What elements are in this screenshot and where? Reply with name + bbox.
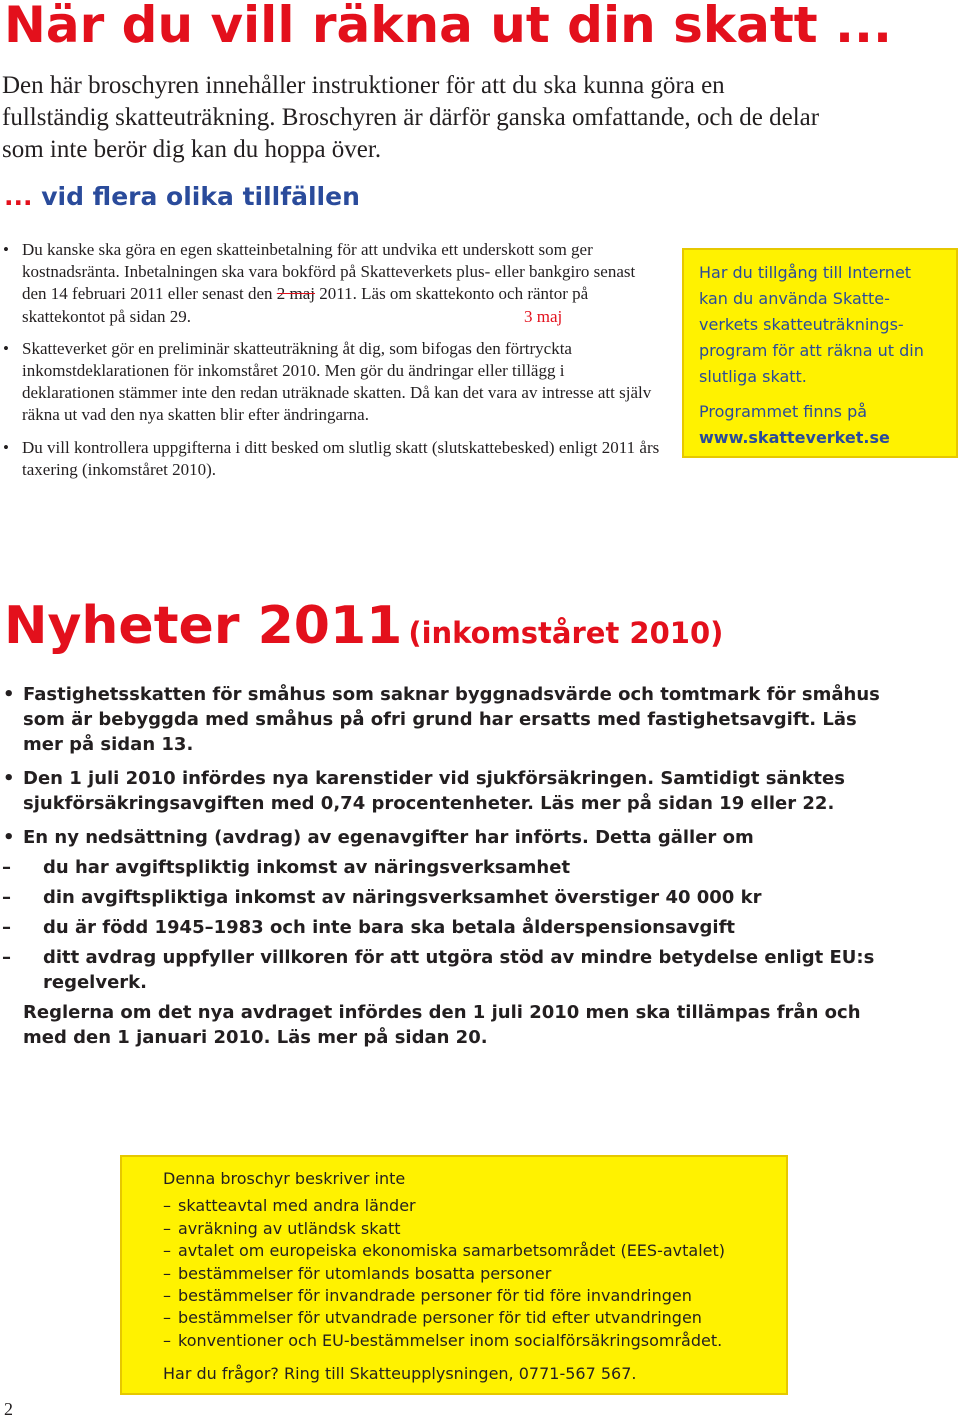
page-title: När du vill räkna ut din skatt ...	[4, 0, 893, 54]
rules-note: Reglerna om det nya avdraget infördes den 1 juli 2010 men ska tillämpas från och med den 1 januari 2010. Läs mer på sidan 20.	[23, 1002, 861, 1048]
internet-info-text: Har du tillgång till Internet kan du använda Skatte-verkets skatteuträknings-program för att räkna ut din slutliga skatt.	[699, 263, 924, 386]
list-item	[0, 766, 900, 816]
contact-question: Har du frågor? Ring till Skatteupplysningen, 0771-567 567.	[163, 1364, 637, 1384]
scope-item-text: bestämmelser för utvandrade personer för tid efter utvandringen	[178, 1308, 702, 1328]
occasion-text-2: Skatteverket gör en preliminär skatteuträkning åt dig, som bifogas den förtryckta inkomstdeklarationen för inkomståret 2010. Men gör du ändringar eller tillägg i deklarationen stämmer inte den redan uträknade skatten. Då kan det vara av intresse att själv räkna ut vad den nya skatten blir efter ändringarna.	[22, 338, 652, 425]
scope-info-box	[120, 1155, 788, 1395]
occasions-heading-text: vid flera olika tillfällen	[32, 182, 360, 211]
dash-icon: –	[2, 917, 11, 938]
dash-icon: –	[163, 1330, 171, 1350]
scope-item-text: bestämmelser för utomlands bosatta personer	[178, 1263, 552, 1283]
scope-item	[163, 1285, 776, 1307]
occasions-list	[0, 239, 660, 491]
intro-paragraph: Den här broschyren innehåller instruktioner för att du ska kunna göra en fullständig skatteuträkning. Broschyren är därför ganska omfattande, och de delar som inte berör dig kan du hoppa över.	[2, 72, 820, 163]
struck-date: 2 maj	[276, 284, 316, 304]
news-heading	[4, 596, 723, 656]
condition-text: ditt avdrag uppfyller villkoren för att utgöra stöd av mindre betydelse enligt EU:s regelverk.	[43, 947, 875, 993]
condition-text: du är född 1945–1983 och inte bara ska betala ålderspensionsavgift	[43, 917, 736, 938]
scope-item-text: avtalet om europeiska ekonomiska samarbetsområdet (EES-avtalet)	[178, 1241, 725, 1261]
bullet-icon: •	[3, 437, 9, 457]
news-text-2: Den 1 juli 2010 infördes nya karenstider vid sjukförsäkringen. Samtidigt sänktes sjukförsäkringsavgiften med 0,74 procentenheter. Läs mer på sidan 19 eller 22.	[23, 768, 845, 814]
occasions-heading	[4, 180, 360, 214]
program-location-text: Programmet finns på	[699, 402, 868, 421]
dash-icon: –	[163, 1286, 171, 1306]
scope-item-text: skatteavtal med andra länder	[178, 1196, 416, 1216]
list-item	[0, 338, 660, 427]
condition-item	[0, 945, 900, 995]
condition-item	[0, 885, 900, 910]
heading-ellipsis: ...	[4, 182, 33, 211]
dash-icon: –	[2, 887, 11, 908]
scope-item	[163, 1218, 776, 1240]
news-heading-main: Nyheter 2011	[4, 596, 403, 656]
website-link[interactable]: www.skatteverket.se	[699, 428, 890, 447]
dash-icon: –	[163, 1196, 171, 1216]
scope-item	[163, 1240, 776, 1262]
condition-item	[0, 855, 900, 880]
list-item	[0, 437, 660, 481]
date-correction-note: 3 maj	[524, 307, 563, 326]
scope-item	[163, 1263, 776, 1285]
bullet-icon: •	[3, 827, 15, 848]
dash-icon: –	[2, 947, 11, 968]
scope-item-text: konventioner och EU-bestämmelser inom socialförsäkringsområdet.	[178, 1330, 723, 1350]
bullet-icon: •	[3, 240, 9, 259]
conditions-list	[0, 855, 900, 995]
dash-icon: –	[163, 1308, 171, 1328]
scope-item	[163, 1307, 776, 1329]
condition-text: din avgiftspliktiga inkomst av näringsverksamhet överstiger 40 000 kr	[43, 887, 762, 908]
condition-item	[0, 915, 900, 940]
internet-info-box	[682, 248, 958, 458]
list-item	[0, 682, 900, 757]
occasion-text-3: Du vill kontrollera uppgifterna i ditt besked om slutlig skatt (slutskattebesked) enligt 2011 års taxering (inkomståret 2010).	[22, 437, 660, 479]
bullet-icon: •	[3, 338, 9, 358]
dash-icon: –	[163, 1241, 171, 1261]
bullet-icon: •	[3, 684, 15, 705]
scope-item-text: bestämmelser för invandrade personer för tid före invandringen	[178, 1286, 692, 1306]
dash-icon: –	[163, 1263, 171, 1283]
scope-item	[163, 1330, 776, 1352]
condition-text: du har avgiftspliktig inkomst av näringsverksamhet	[43, 857, 571, 878]
page-number: 2	[4, 1399, 13, 1419]
list-item	[0, 825, 900, 1050]
news-list	[0, 682, 900, 1059]
scope-intro: Denna broschyr beskriver inte	[163, 1169, 406, 1188]
scope-list	[163, 1195, 776, 1352]
news-text-3: En ny nedsättning (avdrag) av egenavgifter har införts. Detta gäller om	[23, 827, 754, 848]
list-item	[0, 239, 660, 328]
bullet-icon: •	[3, 768, 15, 789]
scope-item	[163, 1195, 776, 1217]
dash-icon: –	[163, 1218, 171, 1238]
dash-icon: –	[2, 857, 11, 878]
occasion-text-1b: 2011. Läs om skattekonto och räntor på skattekontot på sidan 29.	[22, 284, 589, 326]
occasion-text-1a: Du kanske ska göra en egen skatteinbetalning för att undvika ett underskott som ger kostnadsränta. Inbetalningen ska vara bokförd på Skatteverkets plus- eller bankgiro senast den 14 februari 2011 eller senast den	[22, 240, 636, 304]
scope-item-text: avräkning av utländsk skatt	[178, 1218, 401, 1238]
news-heading-sub: (inkomståret 2010)	[408, 616, 724, 650]
news-text-1: Fastighetsskatten för småhus som saknar byggnadsvärde och tomtmark för småhus som är bebyggda med småhus på ofri grund har ersatts med fastighetsavgift. Läs mer på sidan 13.	[23, 684, 880, 755]
